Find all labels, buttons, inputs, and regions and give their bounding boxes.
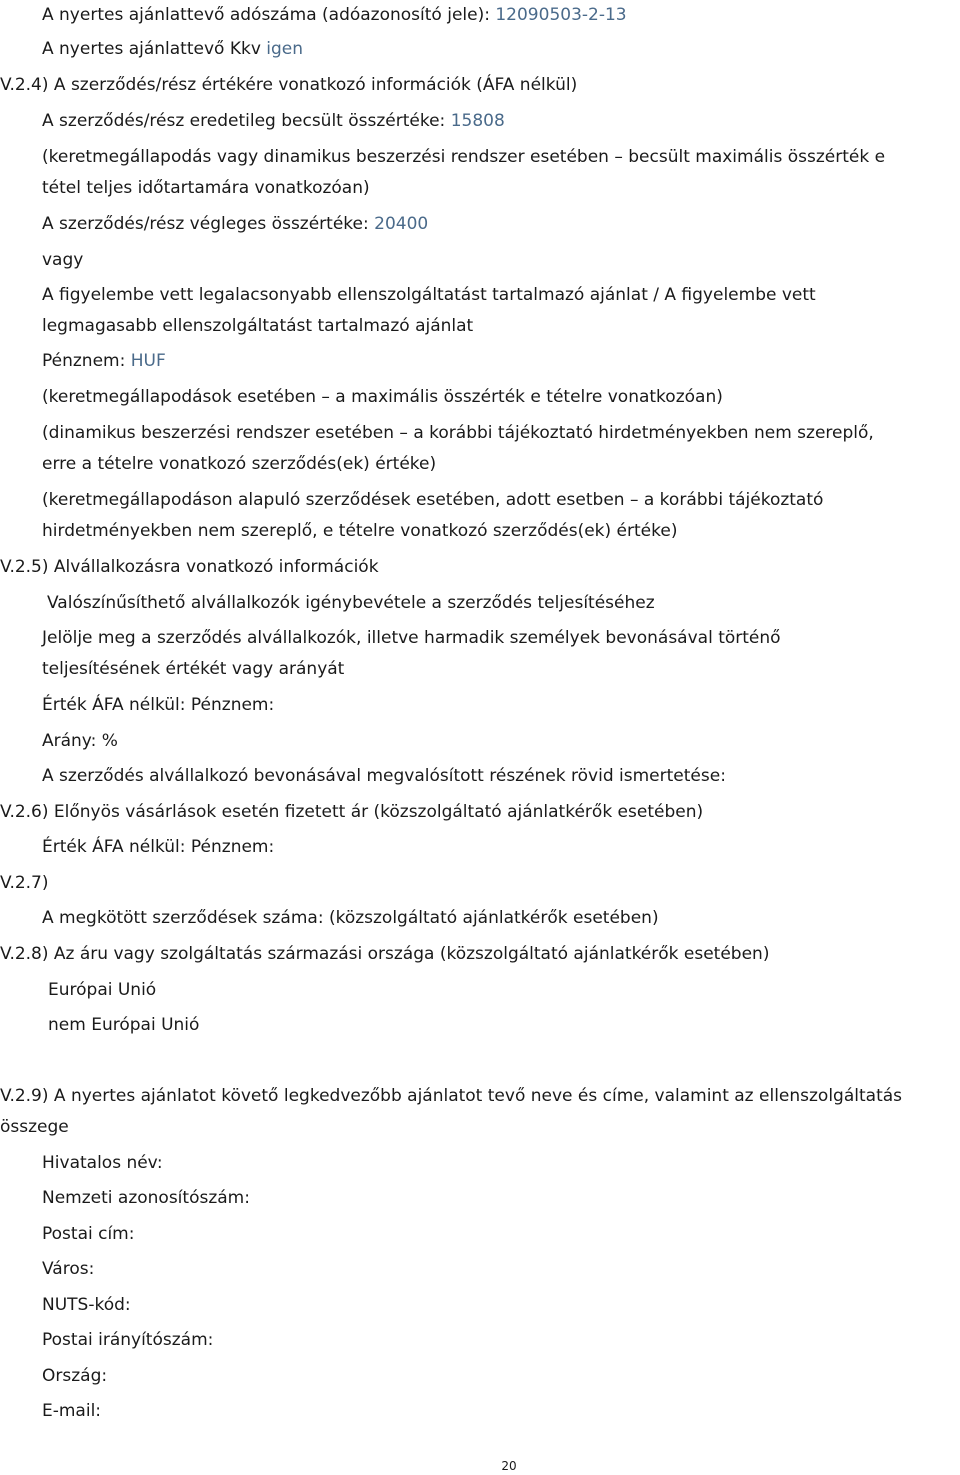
final-total	[42, 213, 428, 235]
origin-eu: Európai Unió	[48, 980, 157, 1000]
winner-kkv-label: A nyertes ajánlattevő Kkv	[42, 39, 261, 59]
winner-tax-label: A nyertes ajánlattevő adószáma (adóazonosító jele):	[42, 5, 490, 25]
field-country: Ország:	[42, 1366, 108, 1386]
origin-non-eu: nem Európai Unió	[48, 1015, 200, 1035]
section-v26-heading: V.2.6) Előnyös vásárlások esetén fizetett ár (közszolgáltató ajánlatkérők esetében)	[0, 802, 704, 822]
currency	[42, 350, 166, 372]
estimated-total-value: 15808	[450, 111, 505, 131]
subcontract-indicate-line-1: Jelölje meg a szerződés alvállalkozók, illetve harmadik személyek bevonásával történő	[42, 628, 781, 648]
offer-line-2: legmagasabb ellenszolgáltatást tartalmazó ajánlat	[42, 316, 474, 336]
subcontract-value: Érték ÁFA nélkül: Pénznem:	[42, 695, 275, 715]
section-v24-heading: V.2.4) A szerződés/rész értékére vonatkozó információk (ÁFA nélkül)	[0, 75, 578, 95]
subcontract-indicate-line-2: teljesítésének értékét vagy arányát	[42, 659, 345, 679]
section-v25-heading: V.2.5) Alvállalkozásra vonatkozó információk	[0, 557, 379, 577]
field-national-id: Nemzeti azonosítószám:	[42, 1188, 250, 1208]
subcontract-ratio: Arány: %	[42, 731, 118, 751]
final-total-value: 20400	[374, 214, 429, 234]
contracts-count: A megkötött szerződések száma: (közszolgáltató ajánlatkérők esetében)	[42, 908, 659, 928]
field-nuts-code: NUTS-kód:	[42, 1295, 131, 1315]
winner-tax-value: 12090503-2-13	[495, 5, 627, 25]
field-email: E-mail:	[42, 1401, 102, 1421]
note-framework: (keretmegállapodások esetében – a maximális összérték e tételre vonatkozóan)	[42, 387, 723, 407]
estimated-total-label: A szerződés/rész eredetileg becsült összértéke:	[42, 111, 446, 131]
section-v29-heading-line-1: V.2.9) A nyertes ajánlatot követő legkedvezőbb ajánlatot tevő neve és címe, valamint az ellenszolgáltatás	[0, 1086, 903, 1106]
winner-tax-id	[42, 4, 627, 26]
section-v27-heading: V.2.7)	[0, 873, 49, 893]
framework-note-line-2: tétel teljes időtartamára vonatkozóan)	[42, 178, 370, 198]
note-contracts-line-1: (keretmegállapodáson alapuló szerződések esetében, adott esetben – a korábbi tájékoztató	[42, 490, 824, 510]
subcontract-likely: Valószínűsíthető alvállalkozók igénybevétele a szerződés teljesítéséhez	[47, 593, 655, 613]
currency-label: Pénznem:	[42, 351, 126, 371]
note-contracts-line-2: hirdetményekben nem szereplő, e tételre vonatkozó szerződés(ek) értéke)	[42, 521, 678, 541]
note-dynamic-line-2: erre a tételre vonatkozó szerződés(ek) értéke)	[42, 454, 437, 474]
field-city: Város:	[42, 1259, 95, 1279]
field-postal-address: Postai cím:	[42, 1224, 135, 1244]
field-official-name: Hivatalos név:	[42, 1153, 163, 1173]
currency-value: HUF	[130, 351, 166, 371]
final-total-label: A szerződés/rész végleges összértéke:	[42, 214, 369, 234]
offer-line-1: A figyelembe vett legalacsonyabb ellenszolgáltatást tartalmazó ajánlat / A figyelembe vett	[42, 285, 816, 305]
winner-kkv	[42, 38, 303, 60]
section-v29-heading-line-2: összege	[0, 1117, 69, 1137]
subcontract-description: A szerződés alvállalkozó bevonásával megvalósított részének rövid ismertetése:	[42, 766, 726, 786]
framework-note-line-1: (keretmegállapodás vagy dinamikus beszerzési rendszer esetében – becsült maximális összérték e	[42, 147, 886, 167]
page-number: 20	[501, 1459, 517, 1473]
or-text: vagy	[42, 250, 84, 270]
field-postal-code: Postai irányítószám:	[42, 1330, 214, 1350]
winner-kkv-value: igen	[266, 39, 304, 59]
note-dynamic-line-1: (dinamikus beszerzési rendszer esetében – a korábbi tájékoztató hirdetményekben nem szereplő,	[42, 423, 874, 443]
estimated-total	[42, 110, 505, 132]
bargain-value: Érték ÁFA nélkül: Pénznem:	[42, 837, 275, 857]
section-v28-heading: V.2.8) Az áru vagy szolgáltatás származási országa (közszolgáltató ajánlatkérők esetében)	[0, 944, 770, 964]
